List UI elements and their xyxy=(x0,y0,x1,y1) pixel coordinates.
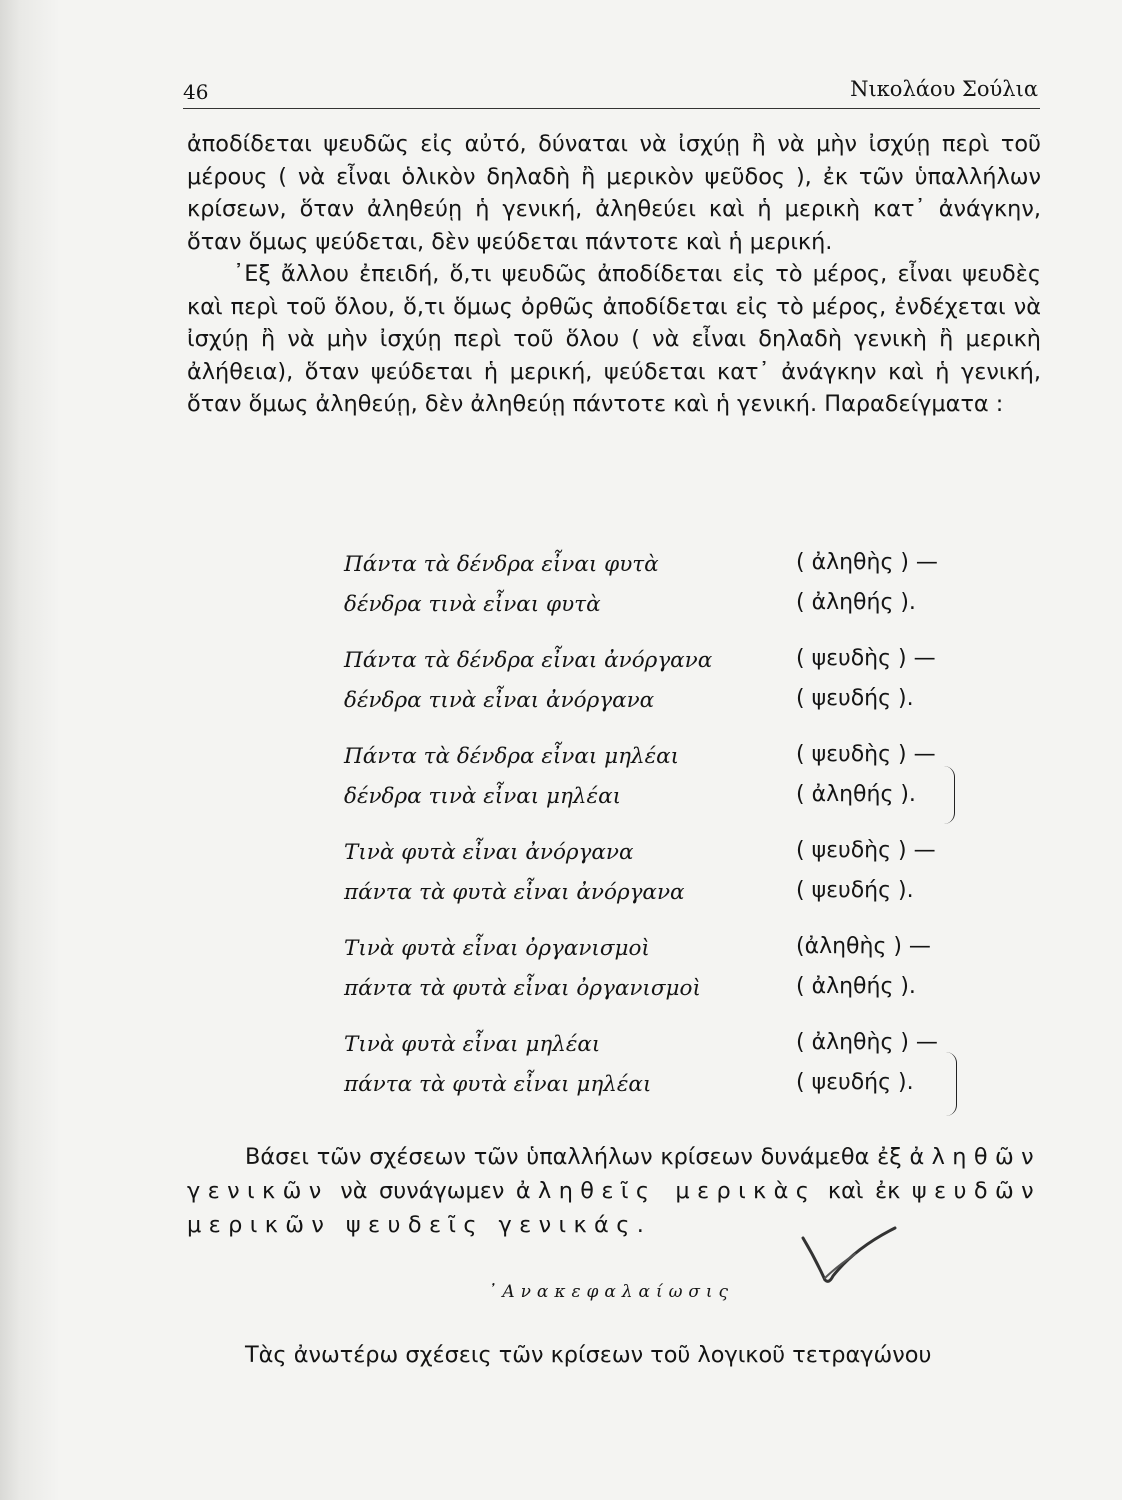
emphasis-spaced: ἀληθεῖς μερικὰς xyxy=(515,1178,817,1204)
proposition: δένδρα τινὰ εἶναι φυτὰ xyxy=(344,592,601,617)
proposition: Τινὰ φυτὰ εἶναι ὀργανισμοὶ xyxy=(344,936,650,961)
proposition: Πάντα τὰ δένδρα εἶναι φυτὰ xyxy=(344,552,659,577)
proposition: δένδρα τινὰ εἶναι ἀνόργανα xyxy=(344,688,655,713)
proposition: Τινὰ φυτὰ εἶναι μηλέαι xyxy=(344,1032,601,1057)
proposition: πάντα τὰ φυτὰ εἶναι μηλέαι xyxy=(344,1072,652,1097)
example-line xyxy=(344,932,964,972)
proposition: Πάντα τὰ δένδρα εἶναι μηλέαι xyxy=(344,744,680,769)
paragraph-1: ἀποδίδεται ψευδῶς εἰς αὐτό, δύναται νὰ ἰσχύῃ ἢ νὰ μὴν ἰσχύῃ περὶ τοῦ μέρους ( νὰ εἶναι ὁλικὸν δηλαδὴ ἢ μερικὸν ψεῦδος ), ἐκ τῶν ὑπαλλήλων κρίσεων, ὅταν ἀληθεύῃ ἡ γενική, ἀληθεύει καὶ ἡ μερικὴ κατ᾽ ἀνάγκην, ὅταν ὅμως ψεύδεται, δὲν ψεύδεται πάντοτε καὶ ἡ μερική. xyxy=(187,131,1041,255)
emphasis-spaced: ψευδῶν μερικῶν ψευδεῖς γενικάς. xyxy=(187,1178,1042,1238)
body-text xyxy=(187,128,1041,421)
example-line xyxy=(344,972,964,1012)
example-pair xyxy=(344,644,964,724)
example-line xyxy=(344,588,964,628)
handwritten-brace xyxy=(946,1052,957,1116)
truth-value: ( ψευδὴς ) — xyxy=(796,742,936,767)
conclusion-text: καὶ ἐκ xyxy=(816,1178,912,1204)
truth-value: ( ψευδής ). xyxy=(796,1070,914,1095)
example-line xyxy=(344,1028,964,1068)
proposition: Τινὰ φυτὰ εἶναι ἀνόργανα xyxy=(344,840,634,865)
example-line xyxy=(344,836,964,876)
example-line xyxy=(344,684,964,724)
examples-list xyxy=(344,548,964,1124)
truth-value: ( ἀληθής ). xyxy=(796,782,916,807)
conclusion-text: νὰ συνάγωμεν xyxy=(328,1178,516,1204)
conclusion-paragraph xyxy=(187,1140,1041,1242)
example-pair xyxy=(344,548,964,628)
proposition: δένδρα τινὰ εἶναι μηλέαι xyxy=(344,784,622,809)
truth-value: ( ψευδής ). xyxy=(796,686,914,711)
proposition: πάντα τὰ φυτὰ εἶναι ἀνόργανα xyxy=(344,880,685,905)
truth-value: ( ἀληθὴς ) — xyxy=(796,550,938,575)
example-pair xyxy=(344,836,964,916)
example-pair xyxy=(344,932,964,1012)
proposition: πάντα τὰ φυτὰ εἶναι ὀργανισμοὶ xyxy=(344,976,701,1001)
example-line xyxy=(344,740,964,780)
example-pair xyxy=(344,740,964,820)
example-line xyxy=(344,644,964,684)
example-line xyxy=(344,1068,964,1108)
conclusion-text: Βάσει τῶν σχέσεων τῶν ὑπαλλήλων κρίσεων δυνάμεθα ἐξ xyxy=(245,1144,910,1170)
truth-value: ( ἀληθής ). xyxy=(796,974,916,999)
running-author: Νικολάου Σούλια xyxy=(850,77,1038,101)
section-title: ᾽Ανακεφαλαίωσις xyxy=(487,1282,735,1302)
page-edge-shadow xyxy=(0,0,60,1500)
example-line xyxy=(344,780,964,820)
handwritten-brace xyxy=(944,766,955,824)
paragraph-2: ᾽Εξ ἄλλου ἐπειδή, ὅ,τι ψευδῶς ἀποδίδεται εἰς τὸ μέρος, εἶναι ψευδὲς καὶ περὶ τοῦ ὅλου, ὅ,τι ὅμως ὀρθῶς ἀποδίδεται εἰς τὸ μέρος, ἐνδέχεται νὰ ἰσχύῃ ἢ νὰ μὴν ἰσχύῃ περὶ τοῦ ὅλου ( νὰ εἶναι δηλαδὴ γενικὴ ἢ μερικὴ ἀλήθεια), ὅταν ψεύδεται ἡ μερική, ψεύδεται κατ᾽ ἀνάγκην καὶ ἡ γενική, ὅταν ὅμως ἀληθεύῃ, δὲν ἀληθεύῃ πάντοτε καὶ ἡ γενική. Παραδείγματα : xyxy=(187,261,1041,417)
example-line xyxy=(344,876,964,916)
truth-value: ( ψευδὴς ) — xyxy=(796,838,936,863)
truth-value: ( ἀληθής ). xyxy=(796,590,916,615)
example-pair xyxy=(344,1028,964,1108)
emphasis-spaced: ἀληθῶν γενικῶν xyxy=(187,1144,1041,1204)
truth-value: (ἀληθὴς ) — xyxy=(796,934,931,959)
running-header xyxy=(183,72,1040,109)
page-number: 46 xyxy=(183,80,209,104)
last-paragraph-line: Τὰς ἀνωτέρω σχέσεις τῶν κρίσεων τοῦ λογικοῦ τετραγώνου xyxy=(245,1342,932,1368)
truth-value: ( ἀληθὴς ) — xyxy=(796,1030,938,1055)
truth-value: ( ψευδὴς ) — xyxy=(796,646,936,671)
example-line xyxy=(344,548,964,588)
truth-value: ( ψευδής ). xyxy=(796,878,914,903)
proposition: Πάντα τὰ δένδρα εἶναι ἀνόργανα xyxy=(344,648,713,673)
